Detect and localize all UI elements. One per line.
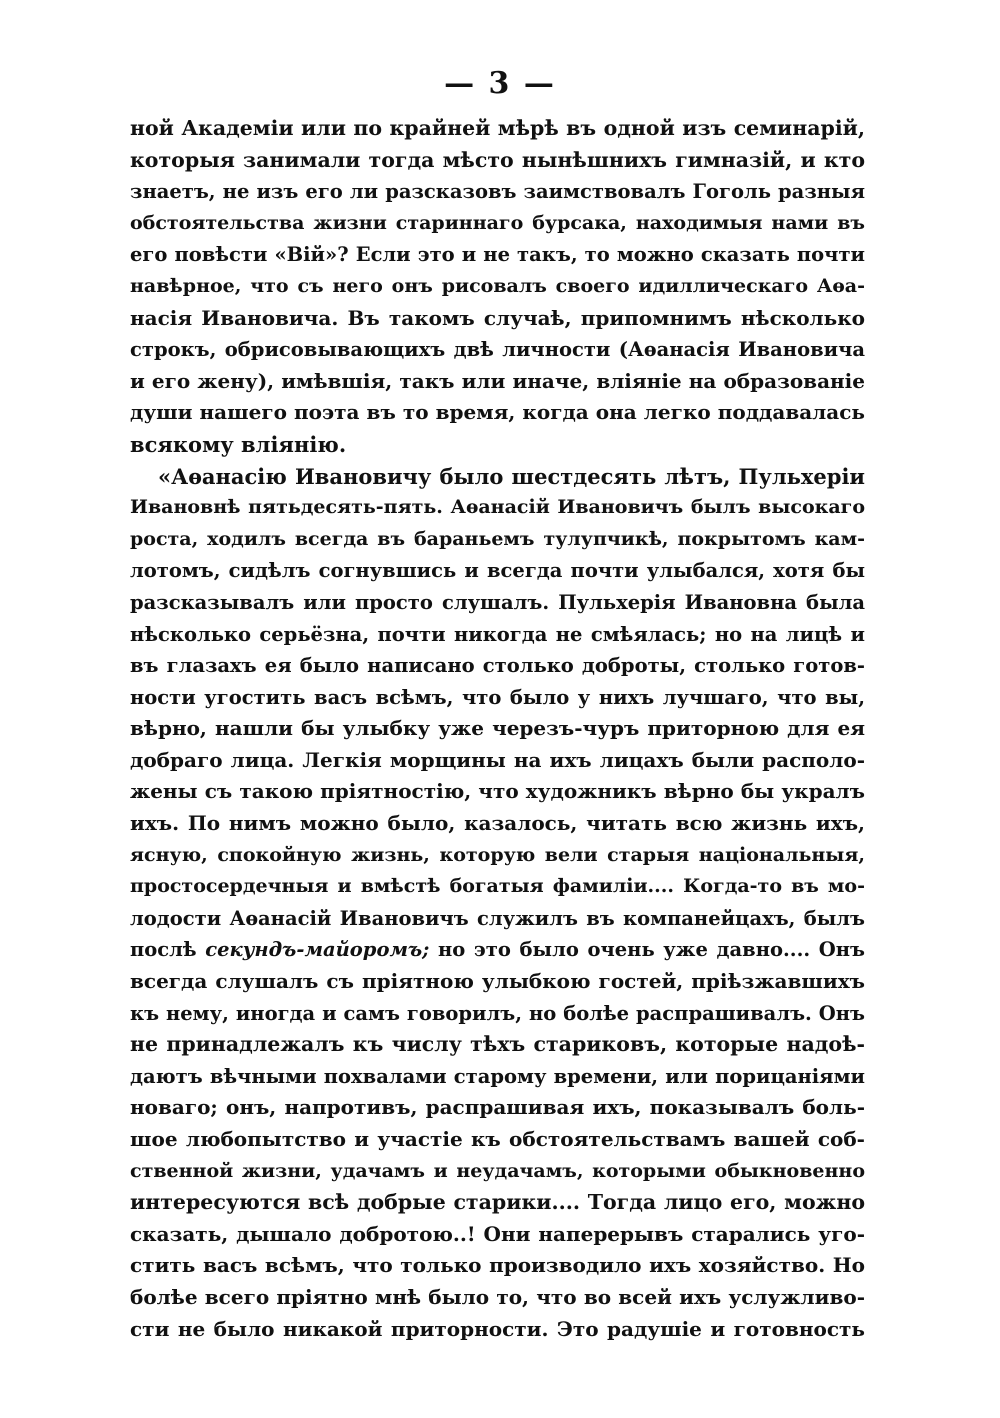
text-line: обстоятельства жизни стариннаго бурсака, находимыя нами въ xyxy=(130,211,865,234)
text-line: стить васъ всѣмъ, что только производило ихъ хозяйство. Но xyxy=(130,1253,865,1278)
text-line: къ нему, иногда и самъ говорилъ, но болѣе распрашивалъ. Онъ xyxy=(130,1001,865,1025)
text-line: которыя занимали тогда мѣсто нынѣшнихъ гимназій, и кто xyxy=(130,147,865,172)
text-line: сказать, дышало добротою..! Они наперерывъ старались уго- xyxy=(130,1221,865,1246)
text-line: и его жену), имѣвшія, такъ или иначе, вліяніе на образованіе xyxy=(130,368,865,393)
line-part-after: но это было очень уже давно.... Онъ xyxy=(429,938,865,962)
text-line: даютъ вѣчными похвалами старому времени, или порицаніями xyxy=(130,1064,865,1088)
text-line: лотомъ, сидѣлъ согнувшись и всегда почти улыбался, хотя бы xyxy=(130,559,865,583)
text-line: добраго лица. Легкія морщины на ихъ лицахъ были располо- xyxy=(130,747,865,772)
text-line: ности угостить васъ всѣмъ, что было у нихъ лучшаго, что вы, xyxy=(130,685,865,709)
text-line: въ глазахъ ея было написано столько доброты, столько готов- xyxy=(130,654,865,678)
text-line: нѣсколько серьёзна, почти никогда не смѣялась; но на лицѣ и xyxy=(130,622,865,646)
text-line: простосердечныя и вмѣстѣ богатыя фамиліи.... Когда-то въ мо- xyxy=(130,875,865,898)
text-line: навѣрное, что съ него онъ рисовалъ своего идиллическаго Аѳа- xyxy=(130,274,865,297)
text-line: насія Ивановича. Въ такомъ случаѣ, припомнимъ нѣсколько xyxy=(130,305,865,330)
text-line: знаетъ, не изъ его ли разсказовъ заимствовалъ Гоголь разныя xyxy=(130,180,865,204)
text-line: интересуются всѣ добрые старики.... Тогда лицо его, можно xyxy=(130,1190,865,1215)
text-line: ихъ. По нимъ можно было, казалось, читать всю жизнь ихъ, xyxy=(130,811,865,836)
text-line: шое любопытство и участіе къ обстоятельствамъ вашей соб- xyxy=(130,1127,865,1151)
text-line: всегда слушалъ съ пріятною улыбкою гостей, пріѣзжавшихъ xyxy=(130,969,865,994)
text-line: роста, ходилъ всегда въ бараньемъ тулупчикѣ, покрытомъ кам- xyxy=(130,527,865,550)
italic-rank: секундъ-майоромъ; xyxy=(205,938,430,962)
text-line: вѣрно, нашли бы улыбку уже черезъ-чуръ приторною для ея xyxy=(130,716,865,741)
text-line: души нашего поэта въ то время, когда она легко поддавалась xyxy=(130,400,865,425)
text-line-with-italic xyxy=(130,934,865,966)
quote-start-line: «Аѳанасію Ивановичу было шестдесять лѣтъ, Пульхеріи xyxy=(158,463,865,489)
text-line: болѣе всего пріятно мнѣ было то, что во всей ихъ услужливо- xyxy=(130,1284,865,1309)
text-line: ственной жизни, удачамъ и неудачамъ, которыми обыкновенно xyxy=(130,1159,865,1182)
text-line: жены съ такою пріятностію, что художникъ вѣрно бы укралъ xyxy=(130,779,865,804)
text-line: ной Академіи или по крайней мѣрѣ въ одной изъ семинарій, xyxy=(130,116,865,140)
text-line: Ивановнѣ пятьдесять-пять. Аѳанасій Ивановичъ былъ высокаго xyxy=(130,496,865,519)
text-line: новаго; онъ, напротивъ, распрашивая ихъ, показывалъ боль- xyxy=(130,1095,865,1120)
text-line: ясную, спокойную жизнь, которую вели старыя національныя, xyxy=(130,843,865,866)
text-line: сти не было никакой приторности. Это радушіе и готовность xyxy=(130,1316,865,1341)
text-line: его повѣсти «Вій»? Если это и не такъ, то можно сказать почти xyxy=(130,243,865,267)
text-line: лодости Аѳанасій Ивановичъ служилъ въ компанейцахъ, былъ xyxy=(130,906,865,930)
body-text xyxy=(130,113,865,1345)
text-line: всякому вліянію. xyxy=(130,431,347,457)
text-line: не принадлежалъ къ числу тѣхъ стариковъ, которые надоѣ- xyxy=(130,1032,865,1057)
line-part-before: послѣ xyxy=(130,938,206,962)
page-number: — 3 — xyxy=(444,66,556,101)
text-line: разсказывалъ или просто слушалъ. Пульхерія Ивановна была xyxy=(130,590,865,614)
text-line: строкъ, обрисовывающихъ двѣ личности (Аѳанасія Ивановича xyxy=(130,338,865,362)
